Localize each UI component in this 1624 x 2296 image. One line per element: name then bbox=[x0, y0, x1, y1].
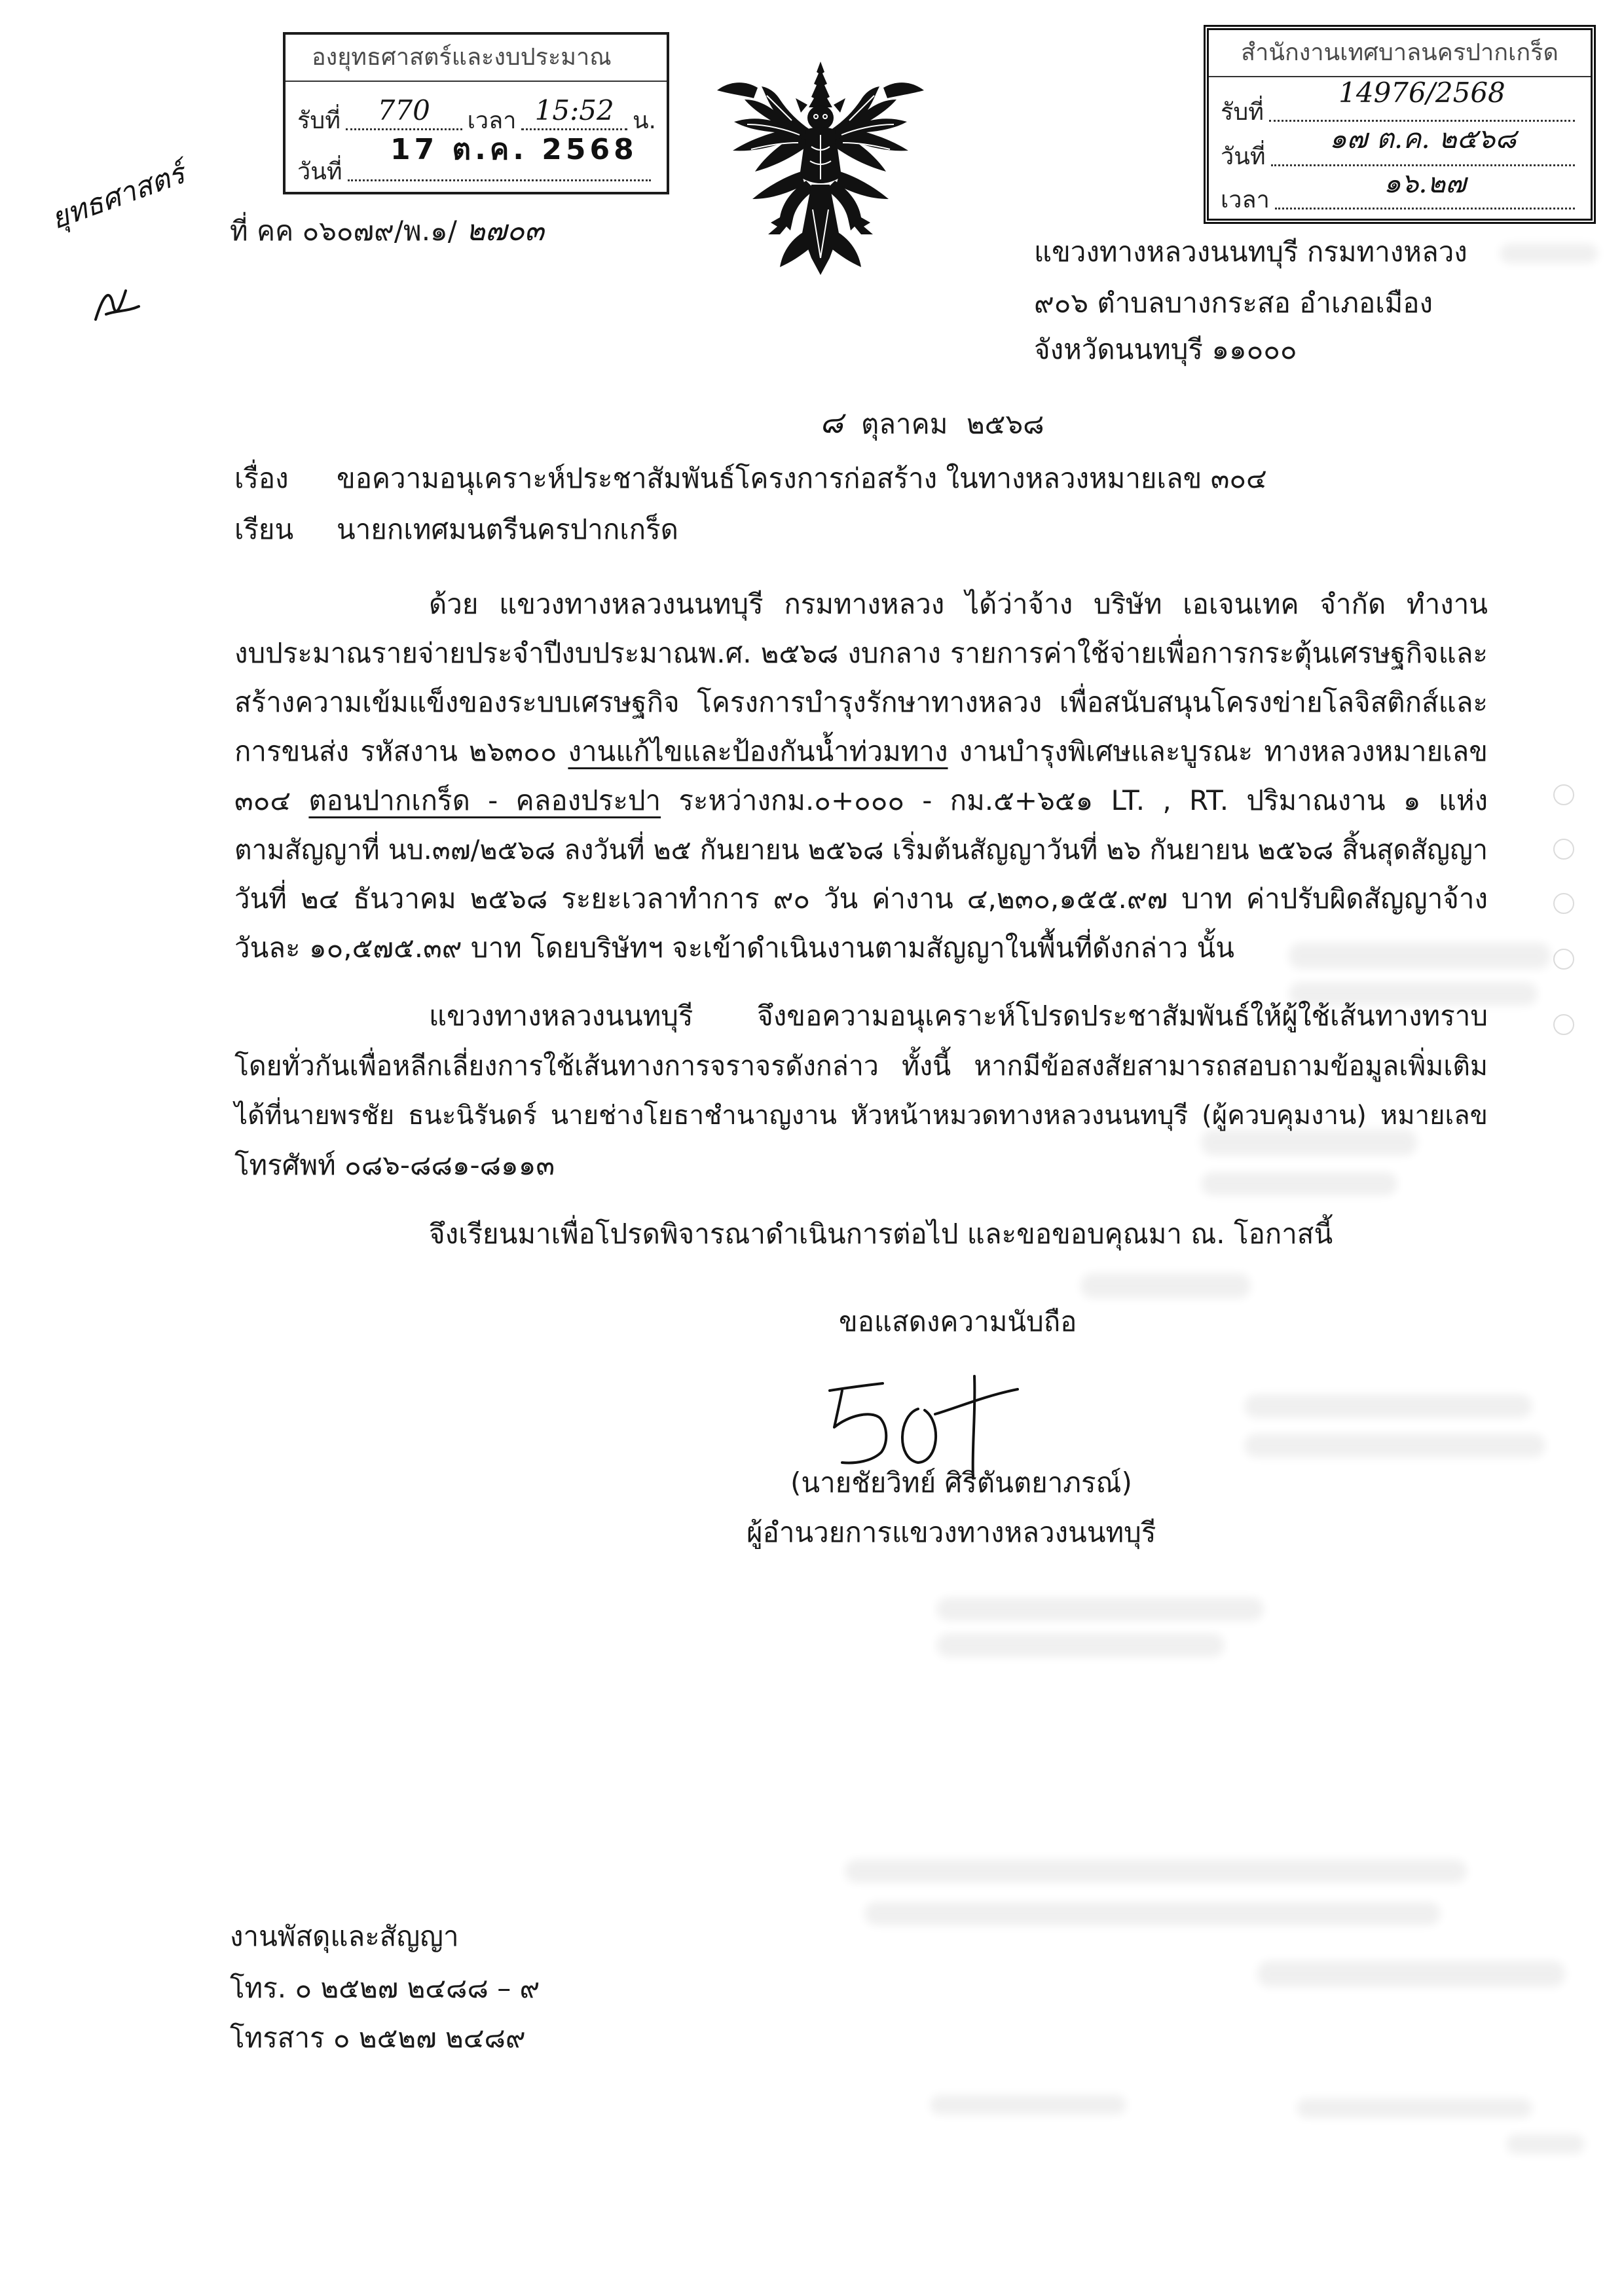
margin-handwritten-note: ยุทธศาสตร์ bbox=[46, 156, 190, 236]
line-segment: งานบำรุงพิเศษและบูรณะ ทางหลวงหมายเลข bbox=[948, 735, 1488, 767]
receiving-stamp-strategy-division bbox=[283, 32, 669, 194]
stamp-time-value: 15:52 bbox=[534, 94, 614, 126]
bleed-through-mark bbox=[1080, 1273, 1251, 1298]
letter-date-year: ๒๕๖๘ bbox=[967, 408, 1044, 440]
recipient-label: เรียน bbox=[234, 513, 294, 545]
paragraph-1-line bbox=[234, 727, 1488, 776]
bleed-through-mark bbox=[1506, 2134, 1585, 2154]
bleed-through-mark bbox=[1297, 2098, 1532, 2118]
paragraph-1-line: งบประมาณรายจ่ายประจำปีงบประมาณพ.ศ. ๒๕๖๘ งบกลาง รายการค่าใช้จ่ายเพื่อการกระตุ้นเศรษฐกิจและ bbox=[234, 637, 1488, 669]
stamp-date-label: วันที่ bbox=[297, 158, 342, 185]
punch-hole-mark bbox=[1553, 839, 1574, 860]
stamp-received-label: รับที่ bbox=[1221, 99, 1264, 126]
stamp-received-number: 14976/2568 bbox=[1338, 77, 1505, 109]
stamp-time-unit: น. bbox=[632, 107, 656, 134]
subject-text: ขอความอนุเคราะห์ประชาสัมพันธ์โครงการก่อสร้าง ในทางหลวงหมายเลข ๓๐๔ bbox=[337, 462, 1267, 494]
sender-address-line: ๙๐๖ ตำบลบางกระสอ อำเภอเมือง bbox=[1034, 287, 1433, 319]
garuda-emblem-icon bbox=[714, 62, 927, 275]
stamp-header: สำนักงานเทศบาลนครปากเกร็ด bbox=[1209, 30, 1591, 77]
line-segment: การขนส่ง รหัสงาน ๒๖๓๐๐ bbox=[234, 735, 568, 767]
footer-fax: โทรสาร ๐ ๒๕๒๗ ๒๔๘๙ bbox=[230, 2022, 526, 2054]
stamp-time-label: เวลา bbox=[467, 107, 517, 134]
stamp-date-label: วันที่ bbox=[1221, 143, 1266, 170]
sender-address-line: แขวงทางหลวงนนทบุรี กรมทางหลวง bbox=[1034, 236, 1467, 268]
line-segment: ระหว่างกม.๐+๐๐๐ - กม.๕+๖๕๑ LT. , RT. ปริมาณงาน ๑ แห่ง bbox=[661, 784, 1488, 816]
stamp-time-row bbox=[1221, 167, 1580, 215]
bleed-through-mark bbox=[936, 1633, 1225, 1657]
stamp-date-field bbox=[348, 156, 651, 181]
paragraph-2-line: ได้ที่นายพรชัย ธนะนิรันดร์ นายช่างโยธาชำนาญงาน หัวหน้าหมวดทางหลวงนนทบุรี (ผู้ควบคุมงาน) หมายเลข bbox=[234, 1101, 1488, 1131]
bleed-through-mark bbox=[1244, 1434, 1545, 1457]
stamp-date-value: ๑๗ ต.ค. ๒๕๖๘ bbox=[1329, 122, 1517, 155]
margin-initial-scribble-icon bbox=[92, 283, 144, 326]
stamp-time-label: เวลา bbox=[1221, 187, 1270, 213]
bleed-through-mark bbox=[1244, 1394, 1532, 1418]
punch-hole-mark bbox=[1553, 893, 1574, 914]
complimentary-close: ขอแสดงความนับถือ bbox=[839, 1305, 1077, 1338]
bleed-through-mark bbox=[845, 1859, 1467, 1883]
signer-title: ผู้อำนวยการแขวงทางหลวงนนทบุรี bbox=[747, 1516, 1156, 1548]
letter-date-day-handwritten: ๘ bbox=[820, 405, 843, 440]
recipient-text: นายกเทศมนตรีนครปากเกร็ด bbox=[337, 513, 678, 545]
bleed-through-mark bbox=[936, 1597, 1264, 1621]
stamp-header: องยุทธศาสตร์และงบประมาณ bbox=[286, 35, 667, 82]
paragraph-1-line bbox=[234, 776, 1488, 825]
receiving-stamp-municipality bbox=[1204, 25, 1596, 224]
paragraph-1-line: สร้างความเข้มแข็งของระบบเศรษฐกิจ โครงการบำรุงรักษาทางหลวง เพื่อสนับสนุนโครงข่ายโลจิสติกส์และ bbox=[234, 686, 1488, 718]
stamp-date-dater: 17 ต.ค. 2568 bbox=[390, 133, 638, 166]
document-number-handwritten: ๒๗๐๓ bbox=[466, 214, 544, 247]
subject-label: เรื่อง bbox=[234, 462, 289, 494]
paragraph-2-line: แขวงทางหลวงนนทบุรี จึงขอความอนุเคราะห์โปรดประชาสัมพันธ์ให้ผู้ใช้เส้นทางทราบ bbox=[429, 1000, 1488, 1032]
stamp-date-row bbox=[297, 153, 656, 187]
underlined-work-name: งานแก้ไขและป้องกันน้ำท่วมทาง bbox=[568, 735, 948, 767]
paragraph-1-line: ตามสัญญาที่ นบ.๓๗/๒๕๖๘ ลงวันที่ ๒๕ กันยายน ๒๕๖๘ เริ่มต้นสัญญาวันที่ ๒๖ กันยายน ๒๕๖๘ สิ้นสุดสัญญา bbox=[234, 834, 1488, 866]
paragraph-1-line: วันละ ๑๐,๕๗๕.๓๙ บาท โดยบริษัทฯ จะเข้าดำเนินงานตามสัญญาในพื้นที่ดังกล่าว นั้น bbox=[234, 932, 1234, 964]
bleed-through-mark bbox=[864, 1902, 1441, 1925]
paragraph-1-line: วันที่ ๒๔ ธันวาคม ๒๕๖๘ ระยะเวลาทำการ ๙๐ วัน ค่างาน ๔,๒๓๐,๑๕๕.๙๗ บาท ค่าปรับผิดสัญญาจ้าง bbox=[234, 883, 1488, 915]
footer-department: งานพัสดุและสัญญา bbox=[230, 1920, 459, 1952]
bleed-through-mark bbox=[1257, 1961, 1565, 1987]
document-number bbox=[230, 207, 544, 255]
underlined-section-name: ตอนปากเกร็ด - คลองประปา bbox=[308, 784, 661, 816]
punch-hole-mark bbox=[1553, 949, 1574, 970]
stamp-received-label: รับที่ bbox=[297, 107, 341, 134]
document-number-printed: ที่ คค ๐๖๐๗๙/พ.๑/ bbox=[230, 215, 457, 247]
stamp-time-value: ๑๖.๒๗ bbox=[1383, 167, 1466, 199]
stamp-received-number: 770 bbox=[377, 94, 430, 126]
paragraph-1-line: ด้วย แขวงทางหลวงนนทบุรี กรมทางหลวง ได้ว่าจ้าง บริษัท เอเจนเทค จำกัด ทำงาน bbox=[429, 588, 1488, 620]
letter-date-month: ตุลาคม bbox=[861, 408, 948, 440]
paragraph-2-line: โดยทั่วกันเพื่อหลีกเลี่ยงการใช้เส้นทางการจราจรดังกล่าว ทั้งนี้ หากมีข้อสงสัยสามารถสอบถามข้อมูลเพิ่มเติม bbox=[234, 1050, 1488, 1082]
stamp-time-field bbox=[1275, 167, 1575, 210]
footer-telephone: โทร. ๐ ๒๕๒๗ ๒๔๘๘ – ๙ bbox=[230, 1972, 540, 2004]
closing-sentence: จึงเรียนมาเพื่อโปรดพิจารณาดำเนินการต่อไป และขอขอบคุณมา ณ. โอกาสนี้ bbox=[429, 1218, 1333, 1250]
punch-hole-mark bbox=[1553, 784, 1574, 805]
signer-name: (นายชัยวิทย์ ศิริตันตยาภรณ์) bbox=[790, 1467, 1132, 1499]
stamp-date-field bbox=[1271, 122, 1575, 166]
line-segment: ๓๐๔ bbox=[234, 784, 309, 816]
punch-hole-mark bbox=[1553, 1014, 1574, 1035]
bleed-through-mark bbox=[930, 2095, 1126, 2115]
stamp-date-row bbox=[1221, 122, 1580, 172]
stamp-received-field bbox=[1269, 77, 1575, 122]
stamp-received-row bbox=[1221, 77, 1580, 127]
sender-address-line: จังหวัดนนทบุรี ๑๑๐๐๐ bbox=[1034, 333, 1297, 365]
paragraph-2-line: โทรศัพท์ ๐๘๖-๘๘๑-๘๑๑๓ bbox=[234, 1149, 555, 1181]
